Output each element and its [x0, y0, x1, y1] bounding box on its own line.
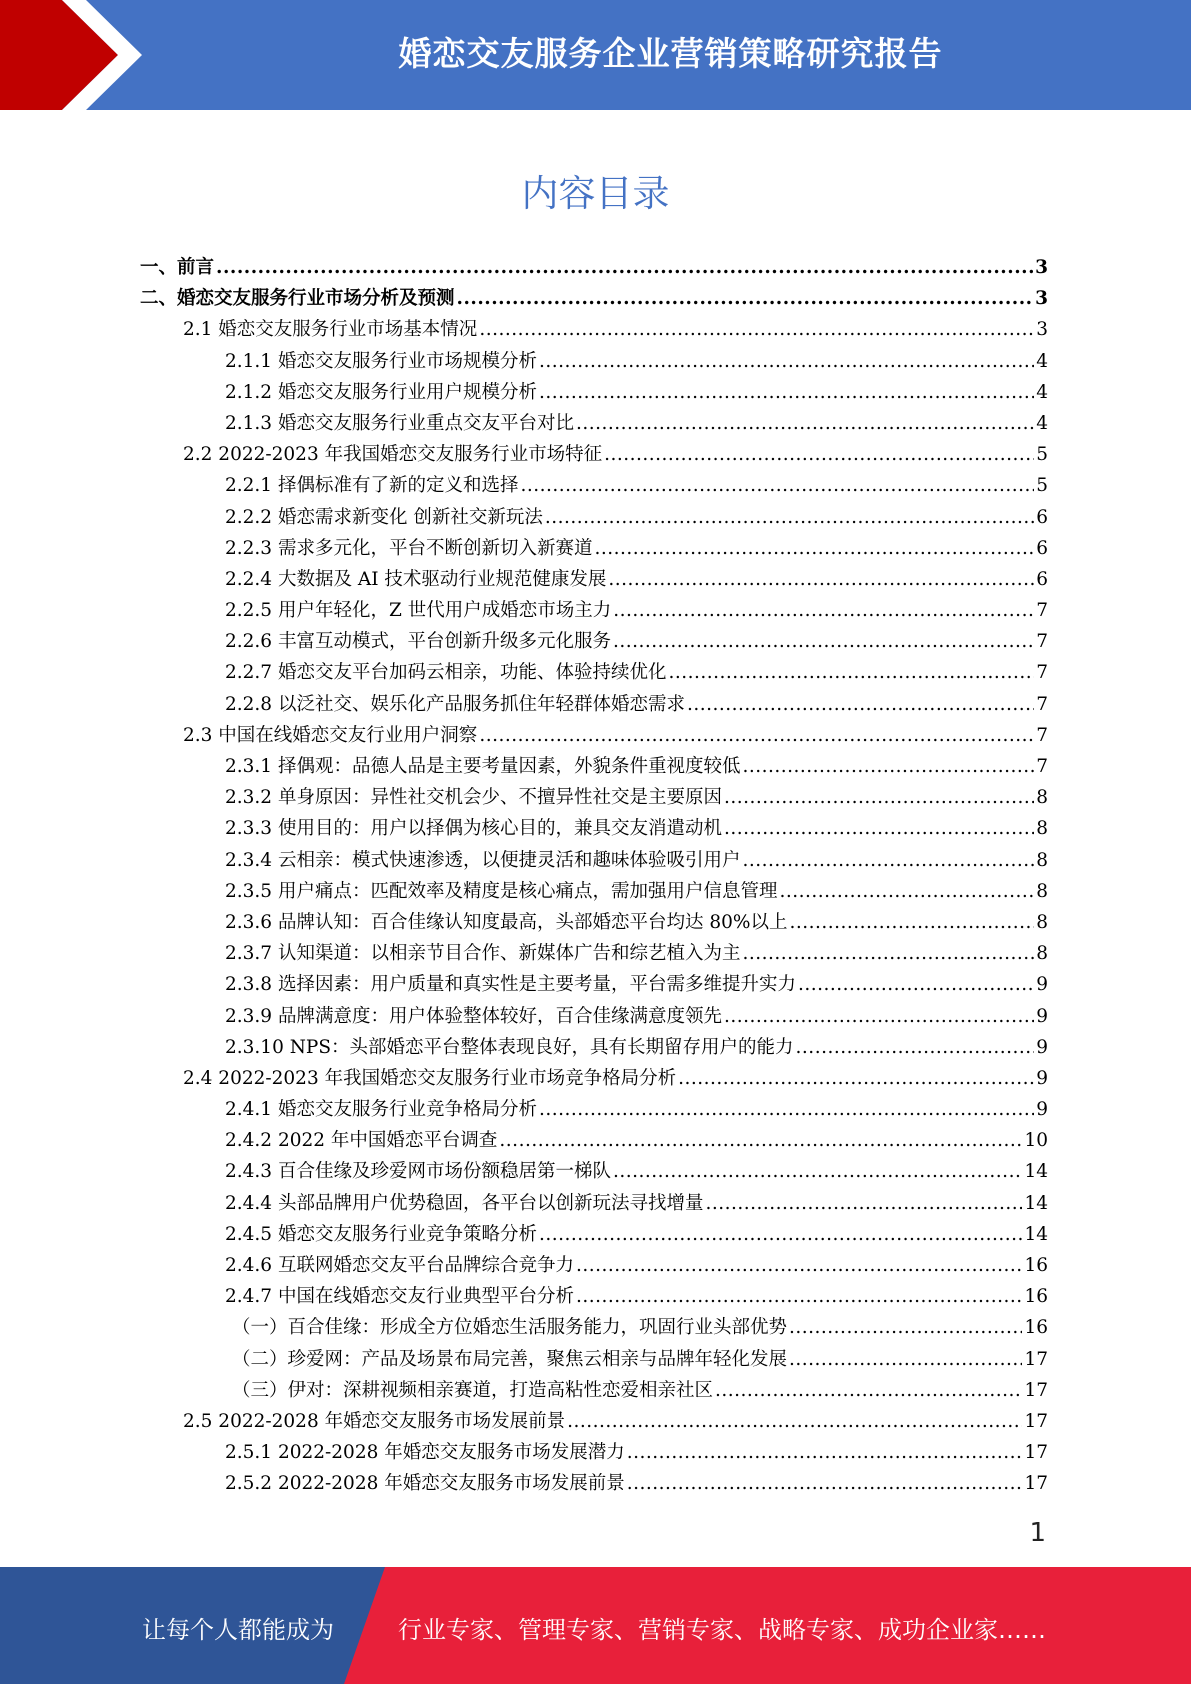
toc-dot-leader [539, 1224, 1022, 1245]
toc-entry-page: 7 [1036, 600, 1048, 622]
toc-entry-page: 10 [1024, 1130, 1048, 1152]
toc-entry[interactable] [140, 1313, 1048, 1344]
toc-entry-title: 2.3.7 认知渠道：以相亲节目合作、新媒体广告和综艺植入为主 [225, 943, 741, 965]
toc-entry-page: 14 [1024, 1161, 1048, 1183]
toc-entry-title: 2.3.8 选择因素：用户质量和真实性是主要考量，平台需多维提升实力 [225, 974, 796, 996]
toc-dot-leader [796, 1037, 1035, 1058]
toc-dot-leader [457, 288, 1034, 309]
footer-slogan: 让每个人都能成为 [142, 1616, 334, 1644]
toc-entry[interactable] [140, 721, 1048, 752]
toc-dot-leader [789, 1349, 1022, 1370]
toc-entry[interactable] [140, 877, 1048, 908]
toc-entry-title: 2.1.3 婚恋交友服务行业重点交友平台对比 [225, 412, 574, 434]
toc-entry-title: 2.2.5 用户年轻化，Z 世代用户成婚恋市场主力 [225, 600, 612, 622]
toc-entry-page: 9 [1036, 1005, 1048, 1027]
toc-dot-leader [545, 507, 1034, 528]
toc-dot-leader [499, 1130, 1022, 1151]
toc-entry[interactable] [140, 503, 1048, 534]
toc-entry-page: 7 [1036, 693, 1048, 715]
toc-entry-title: 2.4.4 头部品牌用户优势稳固，各平台以创新玩法寻找增量 [225, 1192, 704, 1214]
toc-entry[interactable] [140, 846, 1048, 877]
toc-heading: 内容目录 [521, 172, 670, 215]
toc-entry[interactable] [140, 1064, 1048, 1095]
toc-entry[interactable] [140, 471, 1048, 502]
toc-entry-page: 7 [1036, 662, 1048, 684]
toc-entry[interactable] [140, 409, 1048, 440]
toc-entry-title: 2.3.6 品牌认知：百合佳缘认知度最高，头部婚恋平台均达 80%以上 [225, 911, 788, 933]
toc-entry-page: 4 [1036, 350, 1048, 372]
toc-entry-title: 一、前言 [140, 257, 215, 278]
toc-dot-leader [789, 1317, 1022, 1338]
toc-entry-page: 8 [1036, 880, 1048, 902]
toc-entry-page: 5 [1036, 444, 1048, 466]
page-header [0, 0, 1191, 110]
toc-entry[interactable] [140, 565, 1048, 596]
page-footer [0, 1567, 1191, 1684]
toc-entry-title: 2.4.3 百合佳缘及珍爱网市场份额稳居第一梯队 [225, 1161, 611, 1183]
toc-entry-page: 8 [1036, 787, 1048, 809]
toc-entry-page: 5 [1036, 475, 1048, 497]
toc-entry[interactable] [140, 1376, 1048, 1407]
toc-entry[interactable] [140, 347, 1048, 378]
toc-dot-leader [742, 943, 1034, 964]
toc-dot-leader [789, 912, 1034, 933]
toc-entry-page: 16 [1024, 1286, 1048, 1308]
toc-entry-page: 9 [1036, 974, 1048, 996]
toc-entry-title: 2.3.9 品牌满意度：用户体验整体较好，百合佳缘满意度领先 [225, 1005, 722, 1027]
toc-dot-leader [576, 1286, 1022, 1307]
toc-entry[interactable] [140, 1189, 1048, 1220]
toc-entry-title: 2.4.6 互联网婚恋交友平台品牌综合竞争力 [225, 1255, 574, 1276]
toc-entry-title: （二）珍爱网：产品及场景布局完善，聚焦云相亲与品牌年轻化发展 [232, 1348, 788, 1370]
toc-entry[interactable] [140, 1469, 1048, 1500]
toc-entry-page: 6 [1036, 506, 1048, 528]
toc-dot-leader [539, 1099, 1034, 1120]
toc-entry-page: 7 [1036, 724, 1048, 746]
toc-dot-leader [724, 787, 1034, 808]
toc-entry-page: 6 [1036, 537, 1048, 559]
toc-entry-page: 9 [1036, 1067, 1048, 1089]
toc-entry[interactable] [140, 1282, 1048, 1313]
toc-entry-page: 17 [1024, 1379, 1048, 1401]
toc-entry-page: 17 [1024, 1410, 1048, 1432]
toc-entry-title: （三）伊对：深耕视频相亲赛道，打造高粘性恋爱相亲社区 [232, 1379, 714, 1401]
toc-entry[interactable] [140, 284, 1048, 315]
toc-entry[interactable] [140, 1345, 1048, 1376]
toc-entry-title: 2.3.5 用户痛点：匹配效率及精度是核心痛点，需加强用户信息管理 [225, 880, 778, 902]
toc-entry-page: 7 [1036, 756, 1048, 777]
toc-entry-page: 16 [1024, 1255, 1048, 1276]
toc-entry-title: 2.2 2022-2023 年我国婚恋交友服务行业市场特征 [183, 444, 603, 466]
toc-entry-page: 17 [1024, 1473, 1048, 1495]
page-number: 1 [1029, 1518, 1046, 1548]
toc-dot-leader [715, 1380, 1022, 1401]
toc-entry-page: 8 [1036, 818, 1048, 840]
toc-entry-title: 2.1.1 婚恋交友服务行业市场规模分析 [225, 350, 537, 372]
toc-entry[interactable] [140, 1220, 1048, 1251]
toc-entry[interactable] [140, 1407, 1048, 1438]
toc-entry[interactable] [140, 253, 1048, 284]
toc-dot-leader [604, 444, 1034, 465]
toc-entry[interactable] [140, 1126, 1048, 1157]
toc-entry-title: 2.3.4 云相亲：模式快速渗透，以便捷灵活和趣味体验吸引用户 [225, 849, 741, 871]
toc-dot-leader [779, 881, 1034, 902]
footer-roles: 行业专家、管理专家、营销专家、战略专家、成功企业家…… [398, 1616, 1046, 1644]
toc-entry-title: 2.2.4 大数据及 AI 技术驱动行业规范健康发展 [225, 568, 607, 590]
toc-entry-title: 2.5.2 2022-2028 年婚恋交友服务市场发展前景 [225, 1473, 625, 1495]
toc-entry-title: 2.5 2022-2028 年婚恋交友服务市场发展前景 [183, 1410, 566, 1432]
toc-entry[interactable] [140, 1438, 1048, 1469]
toc-entry[interactable] [140, 1033, 1048, 1064]
toc-entry-page: 4 [1036, 381, 1048, 403]
toc-dot-leader [798, 974, 1034, 995]
toc-dot-leader [613, 631, 1034, 652]
toc-entry[interactable] [140, 783, 1048, 814]
report-title: 婚恋交友服务企业营销策略研究报告 [398, 34, 943, 73]
toc-entry[interactable] [140, 752, 1048, 783]
toc-dot-leader [613, 1161, 1022, 1182]
toc-entry-page: 8 [1036, 849, 1048, 871]
toc-dot-leader [613, 600, 1034, 621]
toc-dot-leader [520, 475, 1034, 496]
toc-entry[interactable] [140, 908, 1048, 939]
toc-entry[interactable] [140, 534, 1048, 565]
toc-entry[interactable] [140, 378, 1048, 409]
toc-entry-title: 2.2.3 需求多元化，平台不断创新切入新赛道 [225, 537, 593, 559]
toc-dot-leader [627, 1442, 1023, 1463]
toc-entry-page: 4 [1036, 412, 1048, 434]
toc-entry-title: 二、婚恋交友服务行业市场分析及预测 [140, 288, 455, 310]
toc-dot-leader [216, 257, 1033, 278]
toc-dot-leader [668, 662, 1034, 683]
toc-entry-title: 2.1.2 婚恋交友服务行业用户规模分析 [225, 381, 537, 403]
toc-entry-title: 2.3.2 单身原因：异性社交机会少、不擅异性社交是主要原因 [225, 787, 722, 809]
toc-entry-title: 2.2.2 婚恋需求新变化 创新社交新玩法 [225, 506, 543, 528]
toc-entry-title: 2.4.1 婚恋交友服务行业竞争格局分析 [225, 1099, 537, 1121]
toc-entry[interactable] [140, 970, 1048, 1001]
toc-entry-page: 3 [1035, 257, 1048, 278]
toc-entry-page: 8 [1036, 943, 1048, 965]
toc-entry-page: 17 [1024, 1348, 1048, 1370]
toc-dot-leader [594, 538, 1034, 559]
toc-dot-leader [724, 1006, 1034, 1027]
toc-entry-title: 2.1 婚恋交友服务行业市场基本情况 [183, 319, 478, 341]
toc-dot-leader [678, 1068, 1034, 1089]
toc-dot-leader [724, 818, 1034, 839]
toc-entry[interactable] [140, 1095, 1048, 1126]
toc-entry-title: 2.5.1 2022-2028 年婚恋交友服务市场发展潜力 [225, 1442, 625, 1464]
toc-entry-title: 2.3 中国在线婚恋交友行业用户洞察 [183, 724, 478, 746]
toc-entry-title: 2.4 2022-2023 年我国婚恋交友服务行业市场竞争格局分析 [183, 1067, 677, 1089]
toc-entry-title: 2.4.5 婚恋交友服务行业竞争策略分析 [225, 1223, 537, 1245]
toc-entry-title: 2.4.7 中国在线婚恋交友行业典型平台分析 [225, 1286, 574, 1308]
toc-entry-title: 2.2.6 丰富互动模式，平台创新升级多元化服务 [225, 631, 611, 653]
toc-entry-page: 17 [1024, 1442, 1048, 1464]
toc-entry[interactable] [140, 1251, 1048, 1282]
toc-dot-leader [567, 1411, 1022, 1432]
toc-entry-page: 3 [1036, 319, 1048, 341]
toc-entry-page: 3 [1035, 288, 1048, 310]
toc-entry-title: 2.3.3 使用目的：用户以择偶为核心目的，兼具交友消遣动机 [225, 818, 722, 840]
toc-dot-leader [539, 382, 1034, 403]
toc-entry[interactable] [140, 627, 1048, 658]
toc-entry[interactable] [140, 440, 1048, 471]
toc-entry-title: 2.3.10 NPS：头部婚恋平台整体表现良好，具有长期留存用户的能力 [225, 1036, 794, 1058]
toc-entry-title: （一）百合佳缘：形成全方位婚恋生活服务能力，巩固行业头部优势 [232, 1317, 788, 1339]
toc-entry-title: 2.4.2 2022 年中国婚恋平台调查 [225, 1130, 498, 1152]
toc-entry-page: 6 [1036, 568, 1048, 590]
toc-entry[interactable] [140, 1002, 1048, 1033]
table-of-contents [140, 253, 1048, 1501]
toc-entry[interactable] [140, 814, 1048, 845]
toc-entry[interactable] [140, 596, 1048, 627]
toc-dot-leader [742, 756, 1034, 777]
toc-dot-leader [627, 1473, 1023, 1494]
toc-dot-leader [608, 569, 1034, 590]
toc-dot-leader [742, 850, 1034, 871]
toc-entry-title: 2.3.1 择偶观：品德人品是主要考量因素，外貌条件重视度较低 [225, 756, 741, 777]
toc-entry-page: 14 [1024, 1192, 1048, 1214]
toc-entry-page: 9 [1036, 1036, 1048, 1058]
toc-entry-title: 2.2.8 以泛社交、娱乐化产品服务抓住年轻群体婚恋需求 [225, 693, 685, 715]
toc-entry-page: 7 [1036, 631, 1048, 653]
toc-entry[interactable] [140, 939, 1048, 970]
toc-entry-page: 16 [1024, 1317, 1048, 1339]
toc-entry[interactable] [140, 315, 1048, 346]
toc-entry-title: 2.2.1 择偶标准有了新的定义和选择 [225, 475, 519, 497]
toc-dot-leader [705, 1193, 1022, 1214]
toc-dot-leader [576, 1255, 1022, 1276]
toc-dot-leader [479, 725, 1034, 746]
toc-entry[interactable] [140, 690, 1048, 721]
toc-entry[interactable] [140, 1157, 1048, 1188]
toc-dot-leader [687, 694, 1034, 715]
toc-entry-page: 9 [1036, 1099, 1048, 1121]
toc-entry-title: 2.2.7 婚恋交友平台加码云相亲，功能、体验持续优化 [225, 662, 667, 684]
toc-dot-leader [576, 413, 1034, 434]
toc-dot-leader [479, 319, 1034, 340]
toc-entry-page: 14 [1024, 1223, 1048, 1245]
toc-entry[interactable] [140, 658, 1048, 689]
toc-dot-leader [539, 351, 1034, 372]
toc-entry-page: 8 [1036, 911, 1048, 933]
header-arrow-decoration [0, 0, 160, 110]
